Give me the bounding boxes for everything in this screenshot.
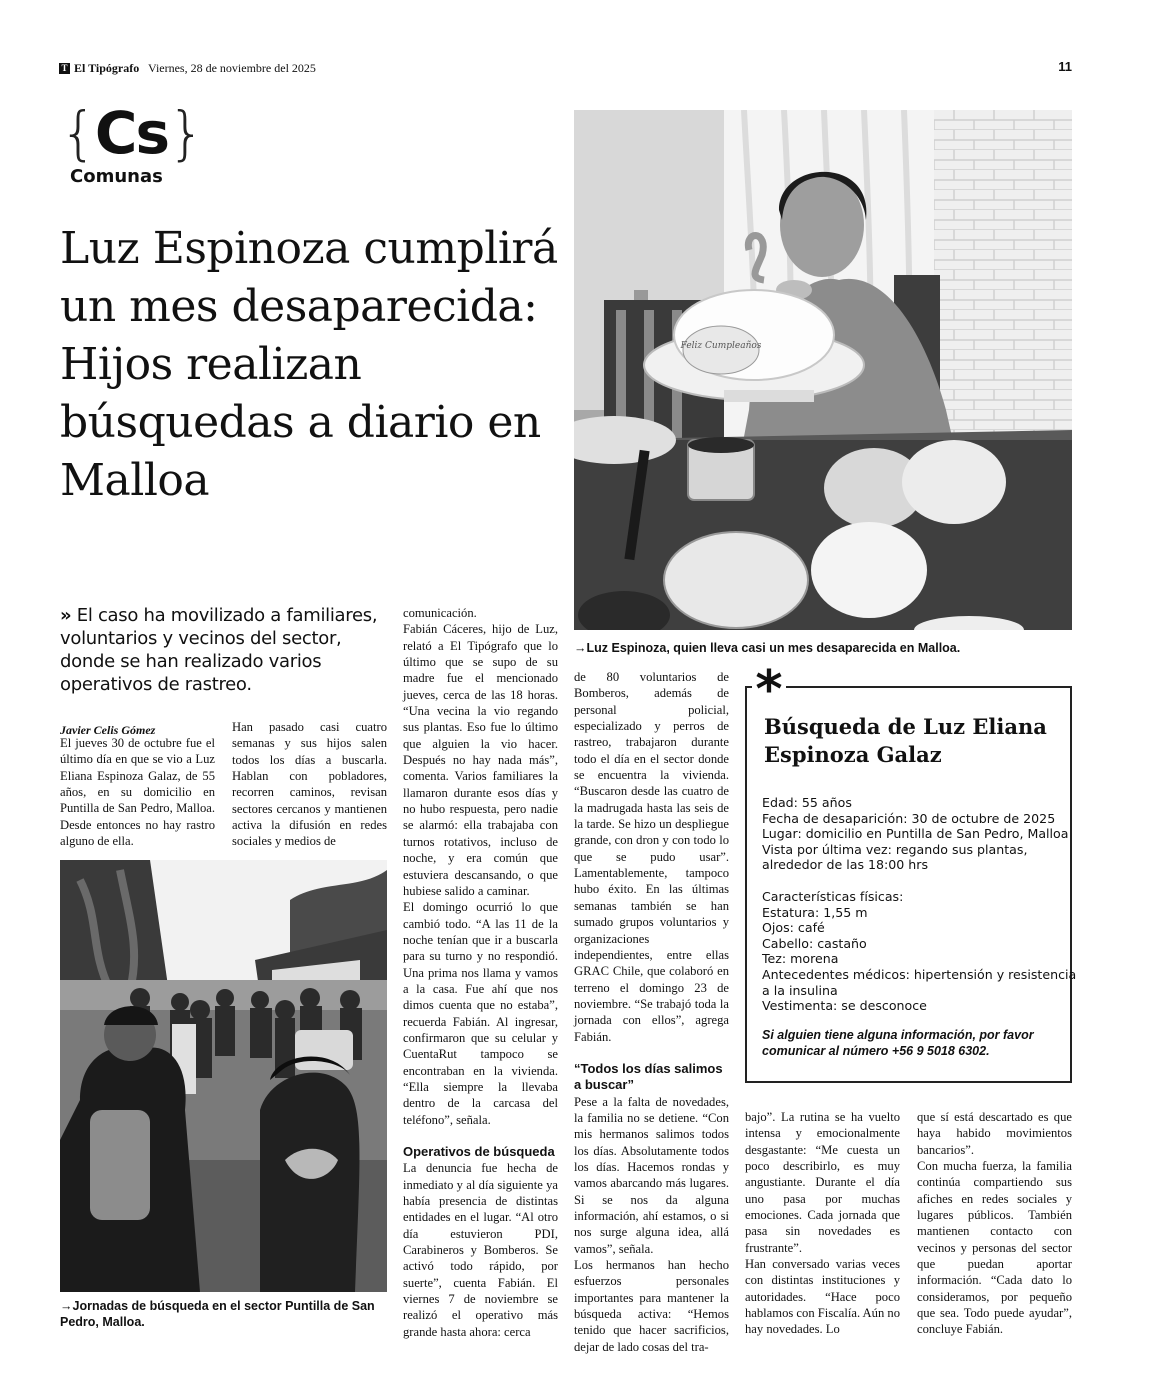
feature-line: a la insulina <box>762 982 838 998</box>
woman-with-cake-image <box>574 110 1072 630</box>
section-brace-close: } <box>168 99 203 167</box>
section-mark <box>60 99 203 167</box>
subheading: Operativos de búsqueda <box>403 1144 555 1159</box>
paragraph: Con mucha fuerza, la familia continúa compartiendo sus afiches en redes sociales y lugares públicos. También mantienen contacto con vecinos y personas del sector que puedan aportar información. “Cada dato lo consideramos, por pequeño que sea. Todo puede ayudar”, concluye Fabián. <box>917 1159 1072 1337</box>
info-box-details <box>762 795 1077 1014</box>
deck <box>60 604 390 696</box>
info-box-title: Búsqueda de Luz Eliana Espinoza Galaz <box>764 714 1047 767</box>
issue-date: Viernes, 28 de noviembre del 2025 <box>148 61 316 75</box>
paragraph: Fabián Cáceres, hijo de Luz, relató a El Tipógrafo que lo último que se supo de su madre fue el mencionado jueves, cerca de las 18 horas. “Una vecina la vio regando sus plantas. Eso fue lo último que alguien la vio hacer. Después no hay nada más”, comenta. Varios familiares la llamaron durante esos días y no hubo respuesta, pero nadie se alarmó: ella trabajaba con turnos rotativos, incluso de noche, y era común que estuviera descansando, o que hubiese salido a caminar. <box>403 622 558 898</box>
feature-line: Cabello: castaño <box>762 935 867 951</box>
article-column-3 <box>403 605 558 1340</box>
article-column-6 <box>917 1109 1072 1338</box>
section-abbr: Cs <box>94 99 168 167</box>
deck-text: El caso ha movilizado a familiares, voluntarios y vecinos del sector, donde se han realizado varios operativos de rastreo. <box>60 605 378 695</box>
deck-marker: » <box>60 605 72 626</box>
paragraph: que sí está descartado es que haya habido movimientos bancarios”. <box>917 1110 1072 1157</box>
info-box-contact: Si alguien tiene alguna información, por favor comunicar al número +56 9 5018 6302. <box>762 1028 1034 1058</box>
page-number: 11 <box>1058 59 1072 74</box>
section-brace-open: { <box>60 99 95 167</box>
subheading: “Todos los días salimos a buscar” <box>574 1060 723 1093</box>
main-photo <box>574 110 1072 630</box>
features-heading: Características físicas: <box>762 888 904 904</box>
publication-logo: T <box>59 63 70 74</box>
main-photo-caption: →Luz Espinoza, quien lleva casi un mes desaparecida en Malloa. <box>574 641 961 655</box>
feature-line: Tez: morena <box>762 951 839 967</box>
paragraph: Pese a la falta de novedades, la familia no se detiene. “Con mis hermanos salimos todos los días. Absolutamente todos los días. Hacemos rondas y vamos abarcando más lugares. Si se nos da alguna información, ahí estamos, o si nos surge alguna idea, allá vamos”, señala. <box>574 1094 729 1256</box>
paragraph: comunicación. <box>403 606 477 620</box>
headline: Luz Espinoza cumplirá un mes desaparecida: Hijos realizan búsquedas a diario en Malloa <box>60 223 558 506</box>
article-column-1 <box>60 735 215 849</box>
search-photo <box>60 860 387 1292</box>
detail-line: alrededor de las 18:00 hrs <box>762 857 929 873</box>
detail-line: Fecha de desaparición: 30 de octubre de 2025 <box>762 810 1056 826</box>
paragraph: de 80 voluntarios de Bomberos, además de personal policial, especializado y perros de rastreo, trabajaron durante todo el día en el sector donde se encuentra la vivienda. “Buscaron desde las cuatro de la madrugada hasta las seis de la tarde. Se hizo un despliegue grande, con dron y con todo lo que se pudo usar”. Lamentablemente, tampoco hubo éxito. En las últimas semanas también se han sumado grupos voluntarios y organizaciones independientes, entre ellas GRAC Chile, que colaboró en terreno el domingo 23 de noviembre. “Se trabajó toda la jornada con ellos”, agrega Fabián. <box>574 670 729 1044</box>
paragraph: Los hermanos han hecho esfuerzos personales importantes para mantener la búsqueda activa: “Hemos tenido que hacer sacrificios, dejar de lado cosas del tra- <box>574 1258 729 1354</box>
feature-line: Vestimenta: se desconoce <box>762 998 927 1014</box>
publication-name: El Tipógrafo <box>74 61 140 75</box>
feature-line: Ojos: café <box>762 920 825 936</box>
cake-text: Feliz Cumpleaños <box>680 341 762 351</box>
asterisk-icon: * <box>752 664 786 704</box>
paragraph: El domingo ocurrió lo que cambió todo. “A las 11 de la noche tenían que ir a buscarla para su turno y no respondió. Una prima nos llama y vamos a la casa. Fue ahí que nos dimos cuenta que no estaba”, recuerda Fabián. Al ingresar, confirmaron que su celular y CuentaRut tampoco se encontraban en la vivienda. “Ella siempre la llevaba dentro de la carcasa del teléfono”, señala. <box>403 900 558 1127</box>
feature-line: Estatura: 1,55 m <box>762 904 868 920</box>
detail-line: Lugar: domicilio en Puntilla de San Pedro, Malloa <box>762 826 1069 842</box>
byline: Javier Celis Gómez <box>60 723 156 737</box>
search-crowd-image <box>60 860 387 1292</box>
article-column-5 <box>745 1109 900 1338</box>
feature-line: Antecedentes médicos: hipertensión y resistencia <box>762 966 1077 982</box>
detail-line: Vista por última vez: regando sus plantas, <box>762 841 1028 857</box>
section-name: Comunas <box>70 166 163 187</box>
article-column-2 <box>232 719 387 850</box>
paragraph: bajo”. La rutina se ha vuelto intensa y emocionalmente desgastante: “Me cuesta un poco describirlo, es muy angustiante. Durante el día uno pasa por muchas emociones. Cada jornada que pasa sin novedades es frustrante”. <box>745 1110 900 1255</box>
detail-line: Edad: 55 años <box>762 795 852 810</box>
paragraph: Han conversado varias veces con distintas instituciones y autoridades. “Hace poco hablamos con Fiscalía. Aún no hay novedades. Lo <box>745 1257 900 1337</box>
article-column-4 <box>574 669 729 1355</box>
search-photo-caption: →Jornadas de búsqueda en el sector Puntilla de San Pedro, Malloa. <box>60 1299 375 1329</box>
paragraph: El jueves 30 de octubre fue el último día en que se vio a Luz Eliana Espinoza Galaz, de 55 años, en su domicilio en Puntilla de San Pedro, Malloa. Desde entonces no hay rastro alguno de ella. <box>60 736 215 849</box>
paragraph: La denuncia fue hecha de inmediato y al día siguiente ya había presencia de distintas entidades en el lugar. “Al otro día estuvieron PDI, Carabineros y Bomberos. Se activó todo rápido, por suerte”, cuenta Fabián. El viernes 7 de noviembre se realizó el operativo más grande hasta ahora: cerca <box>403 1161 558 1339</box>
paragraph: Han pasado casi cuatro semanas y sus hijos salen todos los días a buscarla. Hablan con pobladores, recorren caminos, revisan sectores cercanos y mantienen activa la difusión en redes sociales y medios de <box>232 720 387 849</box>
